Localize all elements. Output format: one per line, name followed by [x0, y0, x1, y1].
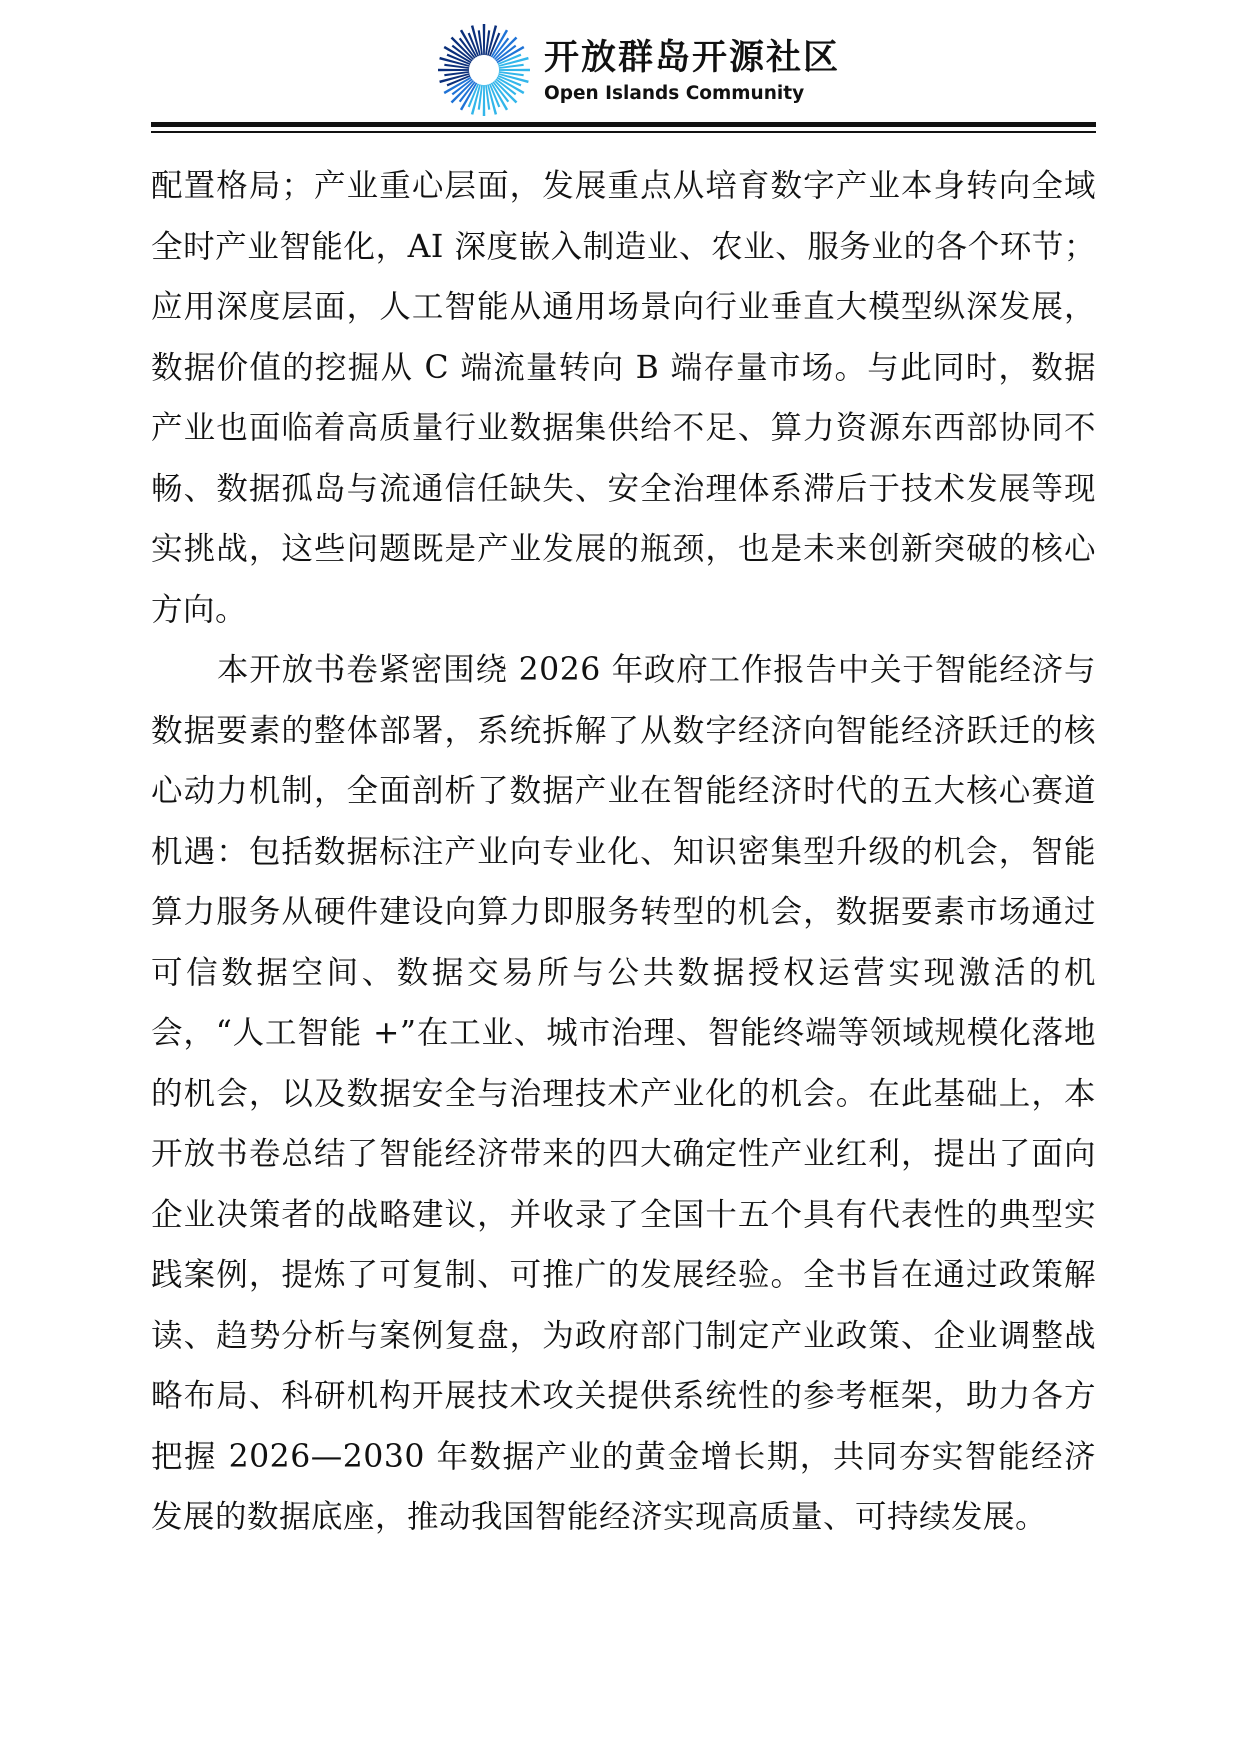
paragraph-continued: 配置格局；产业重心层面，发展重点从培育数字产业本身转向全域全时产业智能化，AI 深度嵌入制造业、农业、服务业的各个环节；应用深度层面，人工智能从通用场景向行业垂直大模型纵深发展，数据价值的挖掘从 C 端流量转向 B 端存量市场。与此同时，数据产业也面临着高质量行业数据集供给不足、算力资源东西部协同不畅、数据孤岛与流通信任缺失、安全治理体系滞后于技术发展等现实挑战，这些问题既是产业发展的瓶颈，也是未来创新突破的核心方向。	[151, 168, 1096, 628]
logo-ray	[438, 69, 469, 72]
brand-name-english: Open Islands Community	[544, 83, 805, 104]
logo-ray	[499, 69, 530, 72]
logo-ray	[483, 24, 486, 55]
logo-ray	[483, 85, 486, 116]
header-rule-thin	[151, 131, 1096, 133]
header-rule-thick	[151, 122, 1096, 127]
radial-starburst-logo-icon	[436, 22, 532, 118]
logo-center	[471, 57, 497, 83]
paragraph: 本开放书卷紧密围绕 2026 年政府工作报告中关于智能经济与数据要素的整体部署，系统拆解了从数字经济向智能经济跃迁的核心动力机制，全面剖析了数据产业在智能经济时代的五大核心赛道机遇：包括数据标注产业向专业化、知识密集型升级的机会，智能算力服务从硬件建设向算力即服务转型的机会，数据要素市场通过可信数据空间、数据交易所与公共数据授权运营实现激活的机会，“人工智能 +”在工业、城市治理、智能终端等领域规模化落地的机会，以及数据安全与治理技术产业化的机会。在此基础上，本开放书卷总结了智能经济带来的四大确定性产业红利，提出了面向企业决策者的战略建议，并收录了全国十五个具有代表性的典型实践案例，提炼了可复制、可推广的发展经验。全书旨在通过政策解读、趋势分析与案例复盘，为政府部门制定产业政策、企业调整战略布局、科研机构开展技术攻关提供系统性的参考框架，助力各方把握 2026—2030 年数据产业的黄金增长期，共同夯实智能经济发展的数据底座，推动我国智能经济实现高质量、可持续发展。	[151, 652, 1096, 1535]
body-text	[151, 156, 1096, 1548]
page-header	[151, 22, 1096, 132]
brand-name-chinese: 开放群岛开源社区	[544, 38, 841, 78]
